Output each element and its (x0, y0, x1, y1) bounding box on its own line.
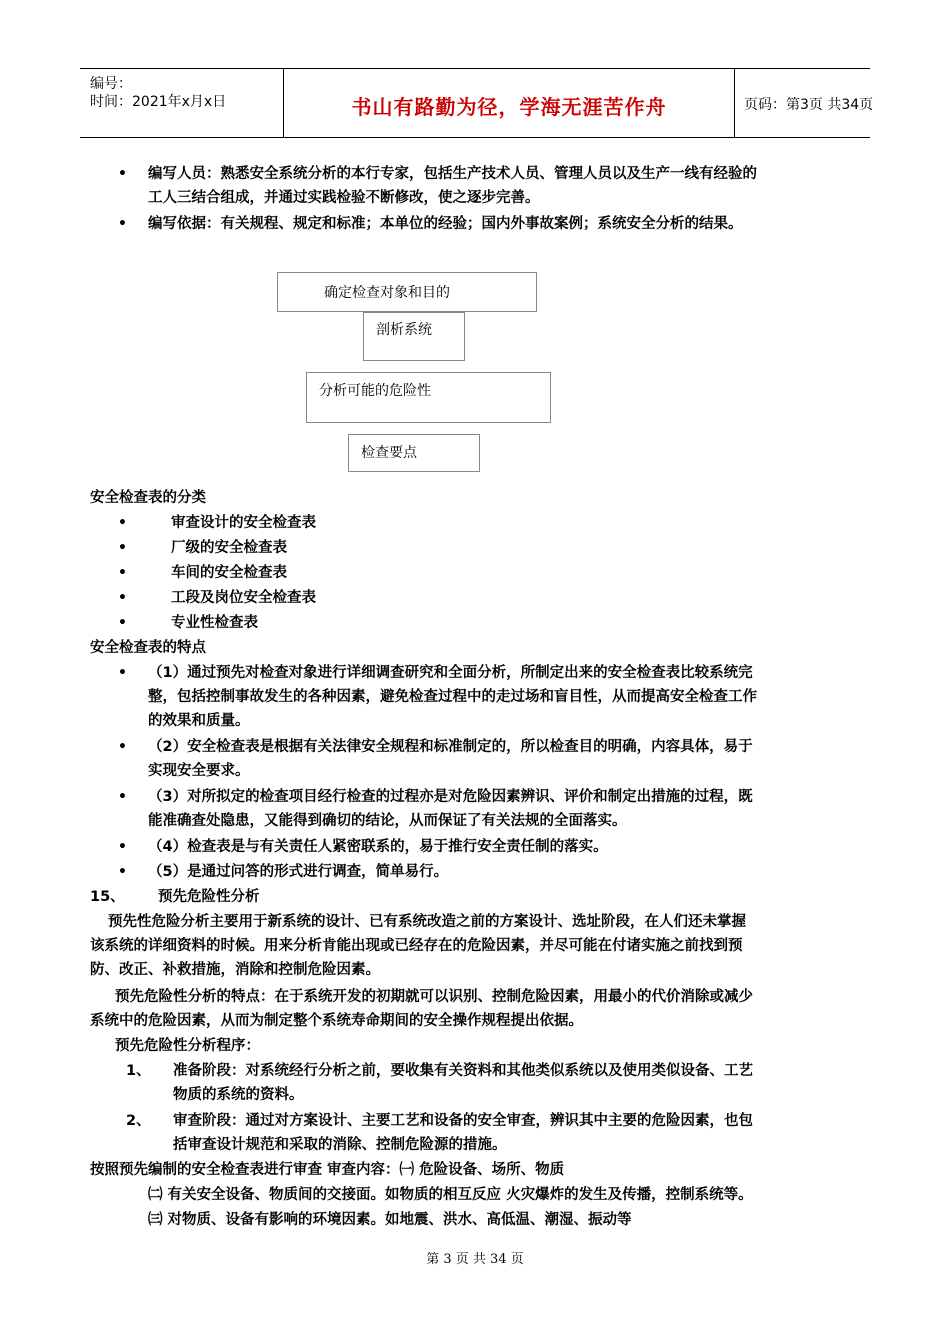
intro-bullet-1-line2: 工人三结合组成，并通过实践检验不断修改，使之逐步完善。 (148, 190, 540, 206)
bullet-icon: • (118, 565, 127, 581)
feature-2-line2: 实现安全要求。 (148, 763, 250, 779)
review-line: 按照预先编制的安全检查表进行审查 审查内容：㈠ 危险设备、场所、物质 (90, 1162, 565, 1178)
section-title: 预先危险性分析 (158, 889, 260, 905)
bullet-icon: • (118, 216, 127, 232)
motto-text: 书山有路勤为径，学海无涯苦作舟 (351, 95, 667, 119)
classification-item: 车间的安全检查表 (171, 565, 287, 581)
feature-1-line1: （1）通过预先对检查对象进行详细调查研究和全面分析，所制定出来的安全检查表比较系统完 (148, 665, 753, 681)
step-2-line1: 审查阶段：通过对方案设计、主要工艺和设备的安全审查，辨识其中主要的危险因素，也包 (173, 1113, 753, 1129)
feature-3-line2: 能准确查处隐患，又能得到确切的结论，从而保证了有关法规的全面落实。 (148, 813, 627, 829)
classification-item: 审查设计的安全检查表 (171, 515, 316, 531)
flow-box-check-points: 检查要点 (348, 434, 480, 472)
review-item-2: ㈡ 有关安全设备、物质间的交接面。如物质的相互反应 火灾爆炸的发生及传播，控制系统等。 (148, 1187, 753, 1203)
para1-line1: 预先性危险分析主要用于新系统的设计、已有系统改造之前的方案设计、选址阶段，在人们还未掌握 (108, 914, 746, 930)
flow-box-analyze-system: 剖析系统 (363, 312, 465, 361)
bullet-icon: • (118, 166, 127, 182)
feature-4: （4）检查表是与有关责任人紧密联系的，易于推行安全责任制的落实。 (148, 839, 608, 855)
features-title: 安全检查表的特点 (90, 640, 206, 656)
bullet-icon: • (118, 540, 127, 556)
header-left-cell (80, 69, 283, 137)
section-number: 15、 (90, 889, 125, 905)
intro-bullet-1-line1: 编写人员：熟悉安全系统分析的本行专家，包括生产技术人员、管理人员以及生产一线有经验的 (148, 166, 757, 182)
bullet-icon: • (118, 864, 127, 880)
date-label: 时间：2021年x月x日 (90, 94, 227, 110)
classification-item: 专业性检查表 (171, 615, 258, 631)
header-motto-cell (283, 69, 735, 137)
bullet-icon: • (118, 839, 127, 855)
classification-item: 厂级的安全检查表 (171, 540, 287, 556)
step-number: 2、 (126, 1113, 151, 1129)
classification-item: 工段及岗位安全检查表 (171, 590, 316, 606)
page-header (80, 68, 874, 138)
page-footer: 第 3 页 共 34 页 (426, 1252, 524, 1267)
step-number: 1、 (126, 1063, 151, 1079)
para2-line2: 系统中的危险因素，从而为制定整个系统寿命期间的安全操作规程提出依据。 (90, 1013, 583, 1029)
bullet-icon: • (118, 739, 127, 755)
bullet-icon: • (118, 590, 127, 606)
number-label: 编号： (90, 76, 132, 92)
feature-1-line3: 的效果和质量。 (148, 713, 250, 729)
step-1-line2: 物质的系统的资料。 (173, 1087, 304, 1103)
procedure-title: 预先危险性分析程序： (115, 1038, 260, 1054)
bullet-icon: • (118, 789, 127, 805)
header-page-cell (734, 69, 874, 137)
feature-1-line2: 整，包括控制事故发生的各种因素，避免检查过程中的走过场和盲目性，从而提高安全检查工作 (148, 689, 757, 705)
classification-title: 安全检查表的分类 (90, 490, 206, 506)
page-label: 页码：第3页 共34页 (744, 97, 874, 113)
para2-line1: 预先危险性分析的特点：在于系统开发的初期就可以识别、控制危险因素，用最小的代价消除或减少 (115, 989, 753, 1005)
intro-bullet-2: 编写依据：有关规程、规定和标准；本单位的经验；国内外事故案例；系统安全分析的结果。 (148, 216, 743, 232)
feature-5: （5）是通过问答的形式进行调查，简单易行。 (148, 864, 449, 880)
flow-box-objective: 确定检查对象和目的 (277, 272, 537, 312)
step-1-line1: 准备阶段：对系统经行分析之前，要收集有关资料和其他类似系统以及使用类似设备、工艺 (173, 1063, 753, 1079)
review-item-3: ㈢ 对物质、设备有影响的环境因素。如地震、洪水、高低温、潮湿、振动等 (148, 1212, 632, 1228)
step-2-line2: 括审查设计规范和采取的消除、控制危险源的措施。 (173, 1137, 507, 1153)
bullet-icon: • (118, 515, 127, 531)
para1-line3: 防、改正、补救措施，消除和控制危险因素。 (90, 962, 380, 978)
para1-line2: 该系统的详细资料的时候。用来分析肯能出现或已经存在的危险因素，并尽可能在付诸实施之前找到预 (90, 938, 743, 954)
flow-box-hazard: 分析可能的危险性 (306, 372, 551, 423)
feature-3-line1: （3）对所拟定的检查项目经行检查的过程亦是对危险因素辨识、评价和制定出措施的过程，既 (148, 789, 753, 805)
bullet-icon: • (118, 615, 127, 631)
feature-2-line1: （2）安全检查表是根据有关法律安全规程和标准制定的，所以检查目的明确，内容具体，易于 (148, 739, 753, 755)
bullet-icon: • (118, 665, 127, 681)
